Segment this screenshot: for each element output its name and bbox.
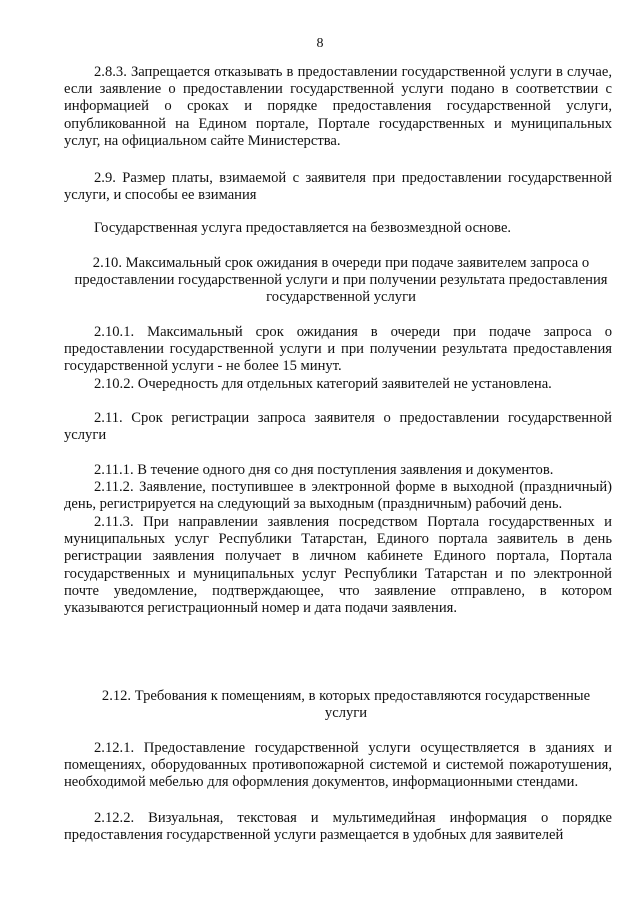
paragraph-2-8-3: 2.8.3. Запрещается отказывать в предоставлении государственной услуги в случае, если заявление о предоставлении государственной услуги подано в соответствии с информацией о сроках и порядке предоставления государственной услуги, опубликованной на Едином портале, Портале государственных и муниципальных услуг, на официальном сайте Министерства.	[64, 64, 612, 149]
paragraph-2-12-1: 2.12.1. Предоставление государственной услуги осуществляется в зданиях и помещениях, оборудованных противопожарной системой и системой пожаротушения, необходимой мебелью для оформления документов, информационными стендами.	[64, 740, 612, 791]
paragraph-2-10-2: 2.10.2. Очередность для отдельных категорий заявителей не установлена.	[94, 376, 552, 392]
paragraph-2-12-2: 2.12.2. Визуальная, текстовая и мультимедийная информация о порядке предоставления государственной услуги размещается в удобных для заявителей	[64, 810, 612, 844]
paragraph-2-9-fee: Государственная услуга предоставляется на безвозмездной основе.	[94, 220, 512, 236]
heading-2-9: 2.9. Размер платы, взимаемой с заявителя при предоставлении государственной услуги, и способы ее взимания	[64, 170, 612, 204]
paragraph-2-11-3: 2.11.3. При направлении заявления посредством Портала государственных и муниципальных услуг Республики Татарстан, Единого портала заявитель в день регистрации заявления получает в личном кабинете Единого портала, Портала государственных и муниципальных услуг Республики Татарстан и по электронной почте уведомление, подтверждающее, что заявление отправлено, в котором указываются регистрационный номер и дата подачи заявления.	[64, 514, 612, 617]
heading-2-11: 2.11. Срок регистрации запроса заявителя о предоставлении государственной услуги	[64, 410, 612, 444]
heading-2-10: 2.10. Максимальный срок ожидания в очереди при подаче заявителем запроса о предоставлении государственной услуги и при получении результата предоставления государственной услуги	[74, 255, 608, 306]
paragraph-2-11-2: 2.11.2. Заявление, поступившее в электронной форме в выходной (праздничный) день, регистрируется на следующий за выходным (праздничным) рабочий день.	[64, 479, 612, 513]
paragraph-2-10-1: 2.10.1. Максимальный срок ожидания в очереди при подаче запроса о предоставлении государственной услуги и при получении результата предоставления государственной услуги - не более 15 минут.	[64, 324, 612, 375]
page-number: 8	[316, 36, 324, 51]
paragraph-2-11-1: 2.11.1. В течение одного дня со дня поступления заявления и документов.	[94, 462, 554, 478]
heading-2-12: 2.12. Требования к помещениям, в которых предоставляются государственные услуги	[101, 688, 591, 722]
